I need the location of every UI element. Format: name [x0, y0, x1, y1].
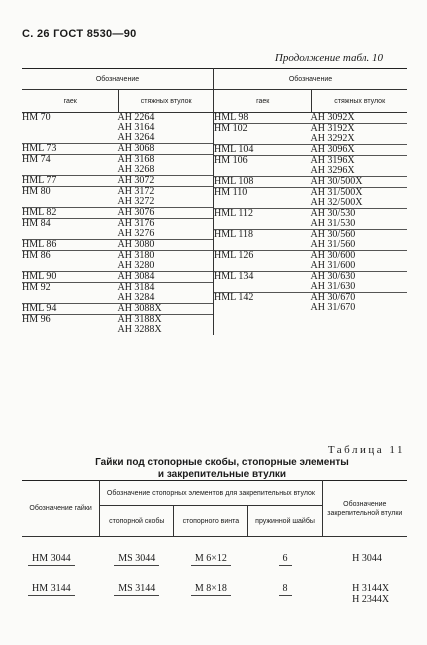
nut-cell: [214, 113, 311, 124]
nut-designation: НМ 74: [22, 154, 51, 165]
col-lock-screw: стопорного винта: [174, 506, 248, 537]
sleeve-cell: [310, 272, 407, 293]
nut-cell: [22, 240, 117, 251]
sleeve-designation: Н 2344Х: [352, 594, 390, 605]
nut-cell: [22, 537, 100, 578]
nut-cell: [22, 208, 117, 219]
sleeve-cell: [310, 188, 407, 209]
sleeve-designation: АН 30/560: [310, 229, 356, 240]
table-row: [22, 240, 213, 251]
table-11-caption: Таблица 11: [327, 444, 405, 456]
table-row: [22, 577, 407, 613]
sleeve-cell: [117, 240, 212, 251]
col-sleeve-designation: Обозначение закрепительной втулки: [322, 481, 407, 537]
nut-cell: [214, 293, 311, 314]
nut-designation: НМ 92: [22, 282, 51, 293]
sleeve-designation: АН 3272: [117, 196, 155, 207]
nut-cell: [22, 577, 100, 613]
designation-header-left: Обозначение: [22, 69, 213, 90]
nut-designation: НМ 3044: [28, 553, 75, 566]
sleeve-designation: АН 3072: [117, 175, 155, 186]
nut-designation: HML 73: [22, 143, 57, 154]
table-row: [214, 156, 407, 177]
table-row: [22, 219, 213, 240]
nut-designation: НМ 3144: [28, 583, 75, 596]
table-row: [214, 209, 407, 230]
col-spring-washer: пружинной шайбы: [248, 506, 322, 537]
sleeve-designation: АН 32/500Х: [310, 197, 363, 208]
col-nuts-left: гаек: [22, 90, 119, 113]
sleeve-designation: АН 3068: [117, 143, 155, 154]
sleeve-designation: АН 3284: [117, 292, 155, 303]
bracket-designation: MS 3044: [114, 553, 159, 566]
sleeve-designation: АН 3176: [117, 218, 155, 229]
screw-designation: М 8×18: [191, 583, 231, 596]
nut-designation: НМ 102: [213, 123, 248, 134]
sleeve-cell: [117, 176, 212, 187]
nut-cell: [22, 187, 117, 208]
bracket-cell: [100, 537, 174, 578]
sleeve-designation: АН 3184: [117, 282, 155, 293]
washer-cell: [248, 537, 322, 578]
sleeve-designation: АН 3276: [117, 228, 155, 239]
designation-header-right: Обозначение: [213, 69, 407, 90]
sleeve-cell: [310, 145, 407, 156]
sleeve-cell: [310, 251, 407, 272]
sleeve-cell: [117, 208, 212, 219]
table-row: [214, 145, 407, 156]
bracket-cell: [100, 577, 174, 613]
washer-designation: 8: [279, 583, 292, 596]
table-row: [214, 188, 407, 209]
sleeve-cell: [310, 156, 407, 177]
sleeve-cell: [310, 230, 407, 251]
table-row: [22, 187, 213, 208]
table10-right-half: [213, 113, 407, 336]
table-row: [22, 155, 213, 176]
nut-cell: [214, 230, 311, 251]
screw-cell: [174, 537, 248, 578]
sleeve-cell: [117, 304, 212, 315]
table-row: [22, 272, 213, 283]
sleeve-cell: [117, 272, 212, 283]
sleeve-cell: [117, 187, 212, 208]
nut-designation: HML 86: [22, 239, 57, 250]
table-row: [214, 230, 407, 251]
sleeve-cell: [117, 283, 212, 304]
sleeve-designation: АН 3080: [117, 239, 155, 250]
nut-cell: [214, 156, 311, 177]
table-row: [22, 537, 407, 578]
sleeve-designation: АН 3188Х: [117, 314, 162, 325]
table-row: [214, 251, 407, 272]
nut-cell: [22, 251, 117, 272]
sleeve-designation: АН 3084: [117, 271, 155, 282]
washer-designation: 6: [279, 553, 292, 566]
bracket-designation: MS 3144: [114, 583, 159, 596]
sleeve-designation: АН 31/670: [310, 302, 356, 313]
nut-designation: HML 126: [213, 250, 254, 261]
table-11-title-line1: Гайки под стопорные скобы, стопорные элементы: [95, 457, 349, 468]
table-row: [214, 124, 407, 145]
sleeve-designation: АН 3292Х: [310, 133, 355, 144]
nut-cell: [22, 176, 117, 187]
sleeve-designation: АН 30/530: [310, 208, 356, 219]
nut-cell: [214, 209, 311, 230]
table-row: [214, 177, 407, 188]
sleeve-designation: АН 3196Х: [310, 155, 355, 166]
sleeve-designation: АН 2264: [117, 112, 155, 123]
nut-cell: [22, 155, 117, 176]
nut-designation: НМ 80: [22, 186, 51, 197]
sleeve-cell: [322, 577, 407, 613]
sleeve-designation: АН 3192Х: [310, 123, 355, 134]
table10-left-half: [22, 113, 213, 336]
sleeve-cell: [310, 209, 407, 230]
nut-designation: HML 90: [22, 271, 57, 282]
nut-cell: [22, 272, 117, 283]
nut-cell: [214, 272, 311, 293]
sleeve-designation: АН 31/530: [310, 218, 356, 229]
table-11-title: [72, 457, 372, 481]
sleeve-designation: АН 30/500Х: [310, 176, 363, 187]
nut-designation: HML 118: [213, 229, 253, 240]
sleeve-designation: Н 3044: [352, 553, 382, 564]
table-row: [22, 283, 213, 304]
table-row: [214, 113, 407, 124]
nut-cell: [22, 315, 117, 336]
nut-designation: НМ 70: [22, 112, 51, 123]
sleeve-cell: [310, 124, 407, 145]
nut-cell: [214, 124, 311, 145]
table-row: [22, 251, 213, 272]
sleeve-designation: АН 31/500Х: [310, 187, 363, 198]
page-header: С. 26 ГОСТ 8530—90: [22, 28, 137, 40]
sleeve-cell: [117, 219, 212, 240]
sleeve-designation: АН 3164: [117, 122, 155, 133]
nut-cell: [22, 113, 117, 144]
table-row: [22, 208, 213, 219]
screw-cell: [174, 577, 248, 613]
sleeve-designation: АН 3280: [117, 260, 155, 271]
sleeve-cell: [310, 113, 407, 124]
nut-cell: [214, 188, 311, 209]
col-sleeves-left: стяжных втулок: [119, 90, 214, 113]
nut-designation: HML 104: [213, 144, 254, 155]
sleeve-cell: [310, 177, 407, 188]
table-row: [22, 304, 213, 315]
sleeve-designation: АН 3172: [117, 186, 155, 197]
nut-designation: HML 94: [22, 303, 57, 314]
nut-cell: [214, 251, 311, 272]
table-row: [22, 315, 213, 336]
sleeve-designation: АН 3092Х: [310, 112, 355, 123]
nut-designation: HML 112: [213, 208, 253, 219]
sleeve-cell: [117, 155, 212, 176]
screw-designation: М 6×12: [191, 553, 231, 566]
sleeve-cell: [117, 251, 212, 272]
col-nuts-right: гаек: [213, 90, 311, 113]
sleeve-cell: [117, 144, 212, 155]
sleeve-designation: АН 31/600: [310, 260, 356, 271]
table-11: [22, 480, 407, 613]
sleeve-designation: Н 3144Х: [352, 583, 390, 594]
table-11-title-line2: и закрепительные втулки: [157, 469, 287, 480]
sleeve-designation: АН 3296Х: [310, 165, 355, 176]
sleeve-cell: [310, 293, 407, 314]
nut-designation: HML 134: [213, 271, 254, 282]
nut-cell: [22, 304, 117, 315]
sleeve-designation: АН 30/670: [310, 292, 356, 303]
table-row: [214, 272, 407, 293]
nut-cell: [214, 177, 311, 188]
table-row: [22, 113, 213, 144]
nut-cell: [22, 144, 117, 155]
washer-cell: [248, 577, 322, 613]
sleeve-designation: АН 31/560: [310, 239, 356, 250]
sleeve-designation: АН 3268: [117, 164, 155, 175]
table-continuation-label: Продолжение табл. 10: [274, 52, 383, 64]
sleeve-cell: [117, 315, 212, 336]
nut-designation: HML 77: [22, 175, 57, 186]
sleeve-designation: АН 31/630: [310, 281, 356, 292]
nut-cell: [22, 219, 117, 240]
sleeve-designation: АН 3180: [117, 250, 155, 261]
sleeve-designation: АН 30/630: [310, 271, 356, 282]
sleeve-designation: АН 3168: [117, 154, 155, 165]
sleeve-designation: АН 3076: [117, 207, 155, 218]
table-row: [22, 176, 213, 187]
sleeve-cell: [117, 113, 212, 144]
nut-designation: НМ 86: [22, 250, 51, 261]
sleeve-designation: АН 3288Х: [117, 324, 162, 335]
table-row: [214, 293, 407, 314]
nut-designation: HML 142: [213, 292, 254, 303]
nut-designation: НМ 110: [213, 187, 248, 198]
nut-cell: [22, 283, 117, 304]
nut-designation: НМ 96: [22, 314, 51, 325]
table-10: [22, 68, 407, 335]
sleeve-designation: АН 30/600: [310, 250, 356, 261]
locking-elements-group-header: Обозначение стопорных элементов для закрепительных втулок: [100, 481, 322, 506]
col-nut-designation: Обозначение гайки: [22, 481, 100, 537]
nut-designation: НМ 106: [213, 155, 248, 166]
nut-designation: НМ 84: [22, 218, 51, 229]
nut-designation: HML 98: [213, 112, 249, 123]
nut-designation: HML 82: [22, 207, 57, 218]
sleeve-designation: АН 3264: [117, 132, 155, 143]
sleeve-cell: [322, 537, 407, 578]
nut-designation: HML 108: [213, 176, 254, 187]
col-sleeves-right: стяжных втулок: [312, 90, 407, 113]
sleeve-designation: АН 3088Х: [117, 303, 162, 314]
nut-cell: [214, 145, 311, 156]
table-row: [22, 144, 213, 155]
col-lock-bracket: стопорной скобы: [100, 506, 174, 537]
sleeve-designation: АН 3096Х: [310, 144, 355, 155]
